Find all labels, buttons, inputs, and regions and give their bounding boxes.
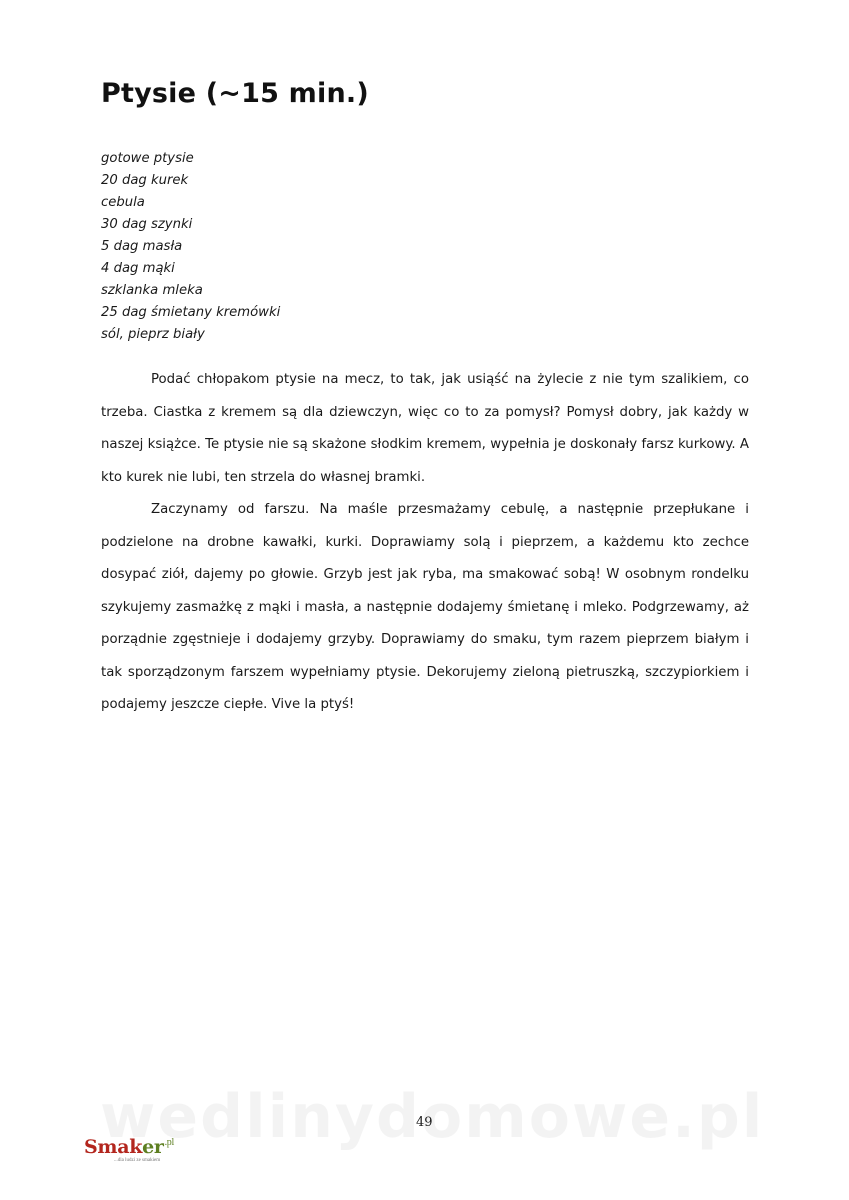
method-paragraph: Zaczynamy od farszu. Na maśle przesmażamy cebulę, a następnie przepłukane i podzielone na drobne kawałki, kurki. Doprawiamy solą i pieprzem, a każdemu kto zechce dosypać ziół, dajemy po głowie. Grzyb jest jak ryba, ma smakować sobą! W osobnym rondelku szykujemy zasmażkę z mąki i masła, a następnie dodajemy śmietanę i mleko. Podgrzewamy, aż porządnie zgęstnieje i dodajemy grzyby. Doprawiamy do smaku, tym razem pieprzem białym i tak sporządzonym farszem wypełniamy ptysie. Dekorujemy zieloną pietruszką, szczypiorkiem i podajemy jeszcze ciepłe. Vive la ptyś! <box>101 502 749 712</box>
logo-tagline: ...dla ludzi ze smakiem <box>114 1158 161 1163</box>
logo-smak-text: Smak <box>84 1136 143 1158</box>
ingredient-list <box>101 148 280 346</box>
ingredient-item: 30 dag szynki <box>101 217 193 232</box>
ingredient-item: 4 dag mąki <box>101 261 175 276</box>
ingredient-item: szklanka mleka <box>101 283 203 298</box>
smaker-logo <box>84 1136 194 1172</box>
page-number: 49 <box>416 1115 433 1130</box>
ingredient-item: 20 dag kurek <box>101 173 189 188</box>
ingredient-item: 5 dag masła <box>101 239 183 254</box>
ingredient-item: sól, pieprz biały <box>101 327 205 342</box>
logo-domain-text: .pl <box>164 1137 174 1148</box>
ingredient-item: cebula <box>101 195 145 210</box>
logo-er-text: er <box>142 1136 164 1158</box>
ingredient-item: gotowe ptysie <box>101 151 194 166</box>
intro-paragraph: Podać chłopakom ptysie na mecz, to tak, jak usiąść na żylecie z nie tym szalikiem, co trzeba. Ciastka z kremem są dla dziewczyn, więc co to za pomysł? Pomysł dobry, jak każdy w naszej książce. Te ptysie nie są skażone słodkim kremem, wypełnia je doskonały farsz kurkowy. A kto kurek nie lubi, ten strzela do własnej bramki. <box>101 372 749 485</box>
recipe-body <box>101 364 749 722</box>
ingredient-item: 25 dag śmietany kremówki <box>101 305 281 320</box>
logo-wordmark <box>84 1136 174 1158</box>
page-title: Ptysie (~15 min.) <box>101 78 369 109</box>
